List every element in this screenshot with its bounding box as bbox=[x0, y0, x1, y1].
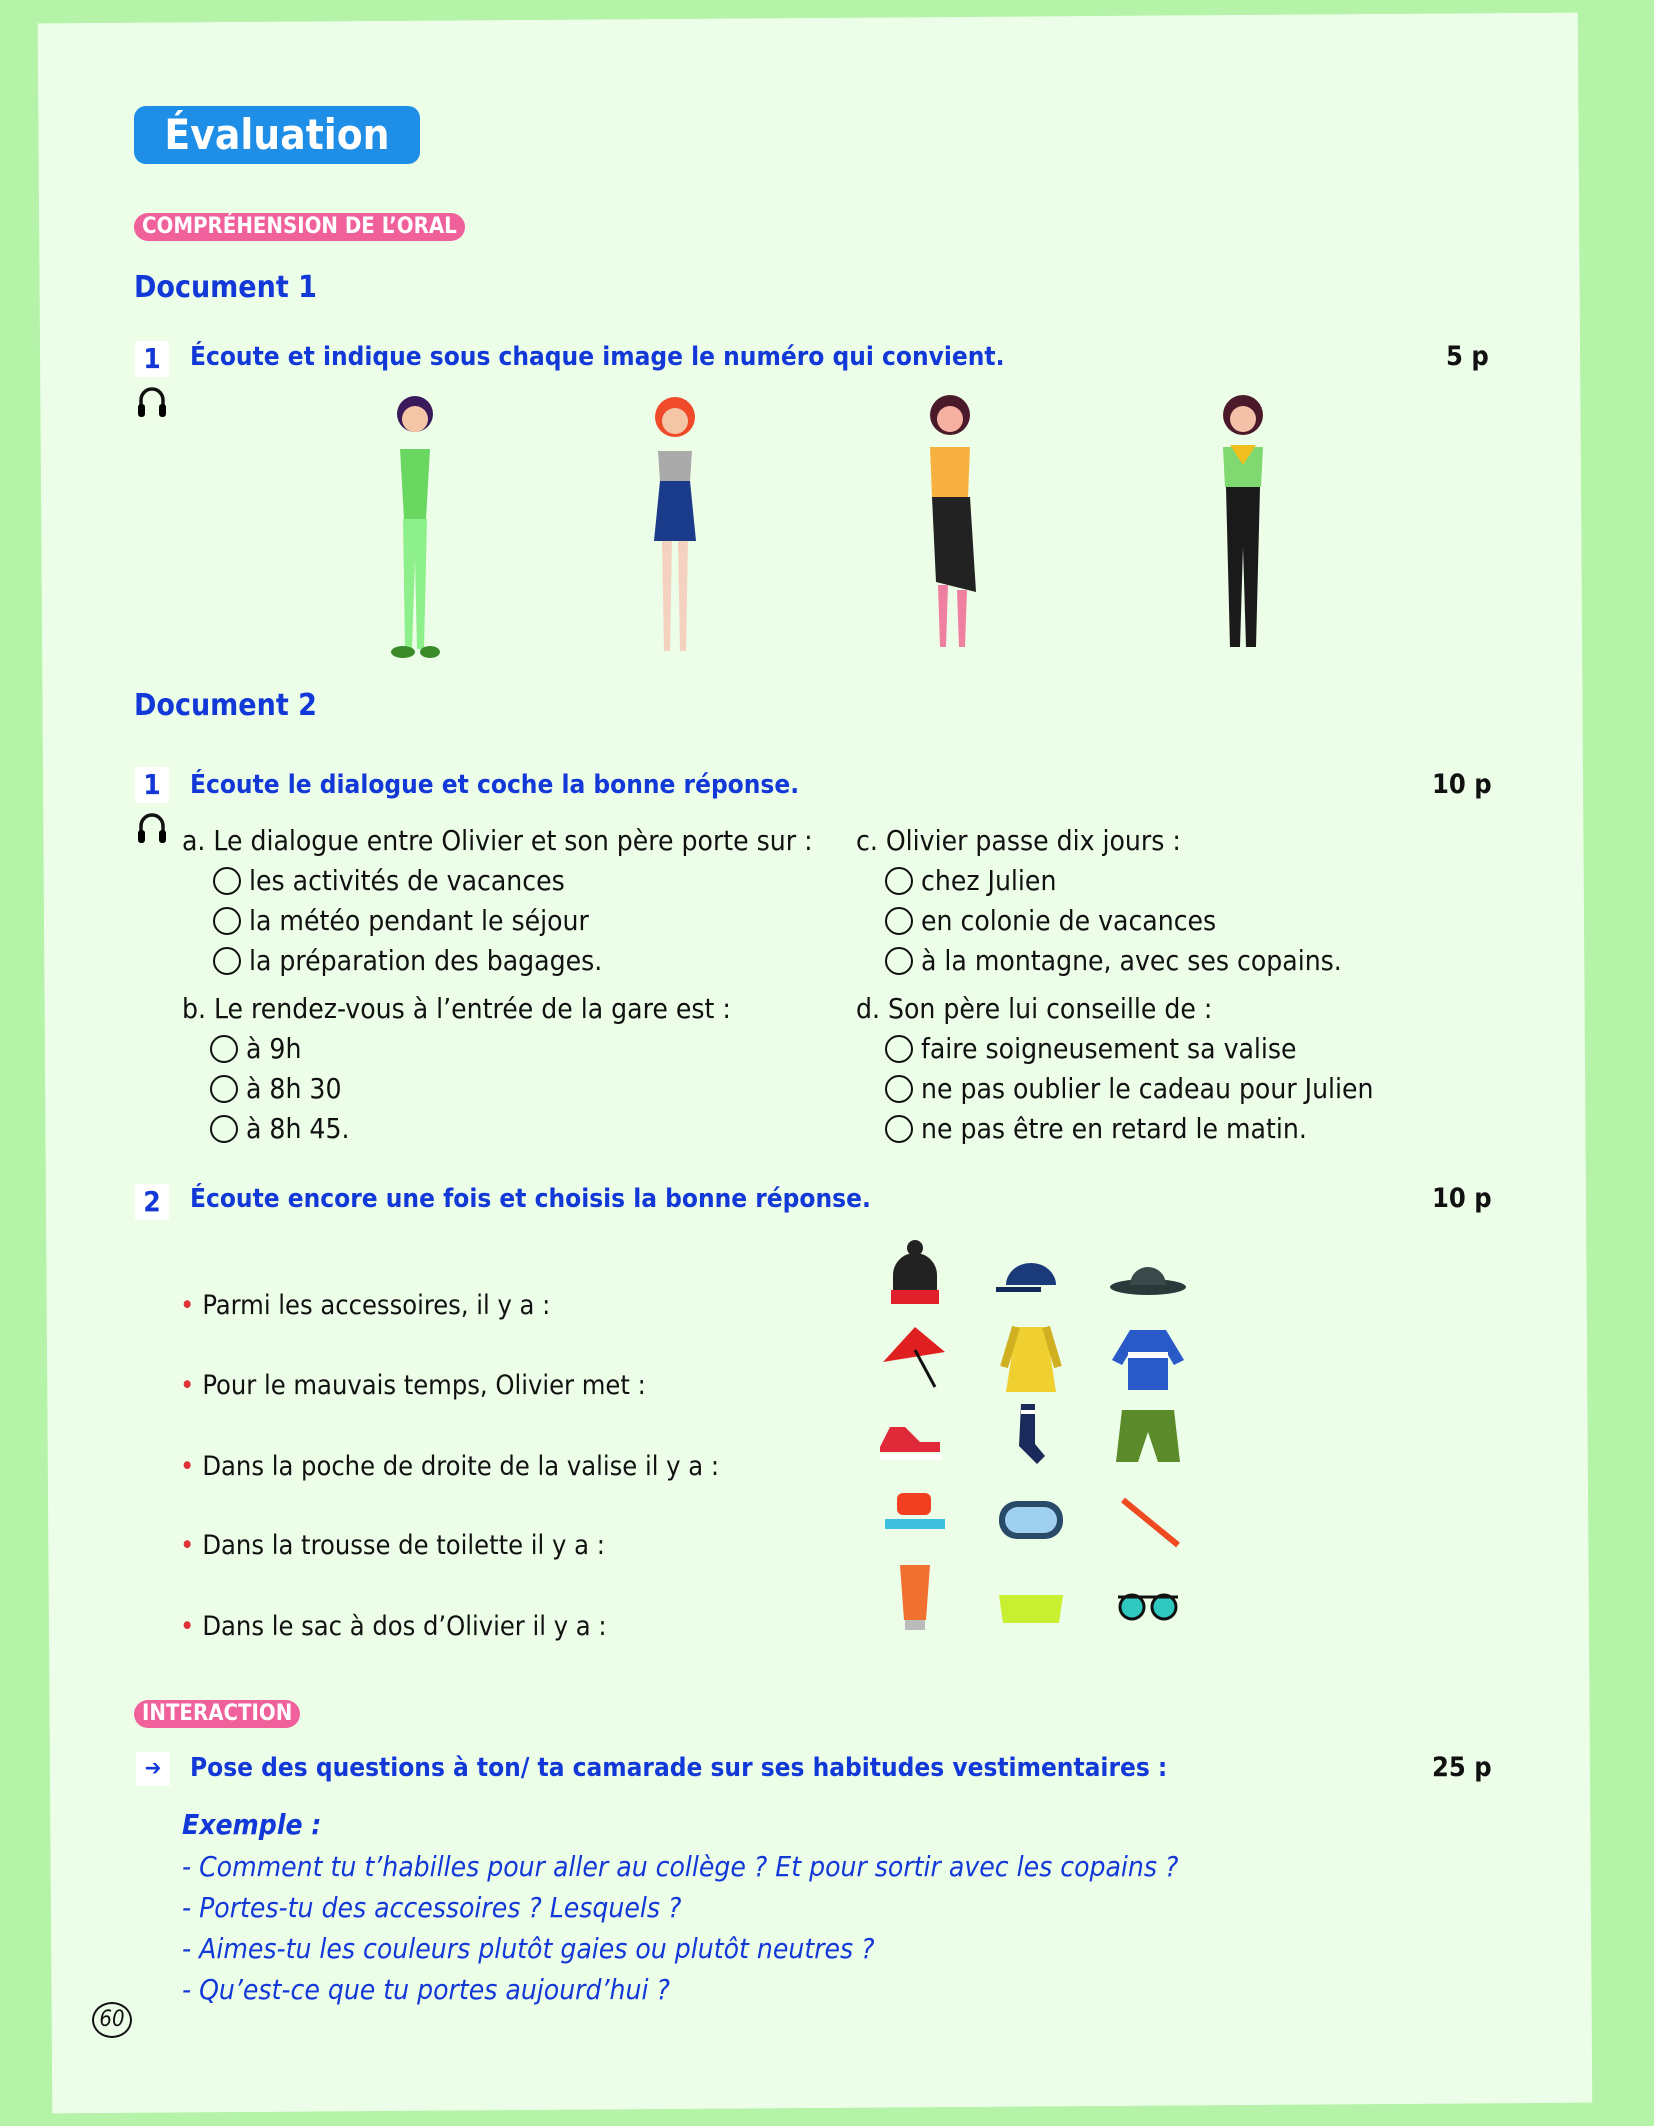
bullet-item: • Parmi les accessoires, il y a : bbox=[180, 1290, 551, 1321]
points: 25 p bbox=[1432, 1752, 1492, 1783]
cap-icon[interactable] bbox=[991, 1245, 1071, 1315]
option-radio[interactable] bbox=[885, 1112, 1307, 1145]
sweater-icon[interactable] bbox=[1108, 1322, 1188, 1392]
woman-figure-black-skirt bbox=[905, 385, 995, 671]
option-label: chez Julien bbox=[921, 864, 1057, 897]
radio-circle[interactable] bbox=[210, 1115, 238, 1143]
question-text: Écoute le dialogue et coche la bonne réponse. bbox=[190, 770, 800, 800]
option-radio[interactable] bbox=[885, 1072, 1374, 1105]
shorts-icon[interactable] bbox=[1108, 1402, 1188, 1472]
pouch-icon[interactable] bbox=[991, 1575, 1071, 1645]
option-label: à 8h 30 bbox=[246, 1072, 342, 1105]
radio-circle[interactable] bbox=[213, 947, 241, 975]
option-label: à 8h 45. bbox=[246, 1112, 350, 1145]
toothbrush-icon[interactable] bbox=[1108, 1485, 1188, 1555]
interaction-task: Pose des questions à ton/ ta camarade sur ses habitudes vestimentaires : bbox=[190, 1753, 1168, 1783]
radio-circle[interactable] bbox=[213, 867, 241, 895]
woman-figure-green-top bbox=[1198, 385, 1288, 671]
radio-circle[interactable] bbox=[885, 1035, 913, 1063]
option-label: ne pas être en retard le matin. bbox=[921, 1112, 1307, 1145]
question-text: Écoute encore une fois et choisis la bonne réponse. bbox=[190, 1184, 871, 1214]
radio-circle[interactable] bbox=[210, 1075, 238, 1103]
example-question: - Portes-tu des accessoires ? Lesquels ? bbox=[182, 1891, 682, 1924]
beanie-hat-icon[interactable] bbox=[875, 1240, 955, 1310]
bullet-item: • Dans la poche de droite de la valise il y a : bbox=[180, 1451, 720, 1482]
option-label: la météo pendant le séjour bbox=[249, 904, 589, 937]
points: 10 p bbox=[1432, 1183, 1492, 1214]
radio-circle[interactable] bbox=[885, 867, 913, 895]
question-number: 1 bbox=[135, 767, 169, 803]
sunscreen-tube-icon[interactable] bbox=[875, 1563, 955, 1633]
points: 5 p bbox=[1446, 341, 1489, 372]
example-question: - Aimes-tu les couleurs plutôt gaies ou plutôt neutres ? bbox=[182, 1932, 875, 1965]
radio-circle[interactable] bbox=[885, 1115, 913, 1143]
option-label: à 9h bbox=[246, 1032, 302, 1065]
toiletry-bottle-icon[interactable] bbox=[875, 1485, 955, 1555]
example-heading: Exemple : bbox=[182, 1808, 322, 1841]
option-radio[interactable] bbox=[213, 944, 602, 977]
sunglasses-icon[interactable] bbox=[1108, 1585, 1188, 1655]
option-radio[interactable] bbox=[885, 1032, 1297, 1065]
bullet-item: • Dans la trousse de toilette il y a : bbox=[180, 1530, 605, 1561]
radio-circle[interactable] bbox=[885, 907, 913, 935]
radio-circle[interactable] bbox=[885, 947, 913, 975]
question-a: a. Le dialogue entre Olivier et son père porte sur : bbox=[182, 824, 813, 857]
girl-figure-denim-skirt bbox=[630, 389, 720, 671]
socks-icon[interactable] bbox=[991, 1402, 1071, 1472]
option-label: ne pas oublier le cadeau pour Julien bbox=[921, 1072, 1374, 1105]
raincoat-icon[interactable] bbox=[991, 1322, 1071, 1392]
question-number: 2 bbox=[135, 1184, 169, 1220]
question-b: b. Le rendez-vous à l’entrée de la gare est : bbox=[182, 992, 731, 1025]
umbrella-icon[interactable] bbox=[875, 1322, 955, 1392]
question-d: d. Son père lui conseille de : bbox=[856, 992, 1213, 1025]
option-radio[interactable] bbox=[885, 944, 1342, 977]
question-number: 1 bbox=[135, 341, 169, 377]
example-question: - Qu’est-ce que tu portes aujourd’hui ? bbox=[182, 1973, 670, 2006]
page-title: Évaluation bbox=[134, 106, 420, 164]
option-radio[interactable] bbox=[210, 1112, 349, 1145]
points: 10 p bbox=[1432, 769, 1492, 800]
radio-circle[interactable] bbox=[885, 1075, 913, 1103]
headphones-icon bbox=[136, 810, 168, 844]
option-label: la préparation des bagages. bbox=[249, 944, 603, 977]
option-radio[interactable] bbox=[210, 1032, 301, 1065]
option-label: faire soigneusement sa valise bbox=[921, 1032, 1297, 1065]
option-radio[interactable] bbox=[213, 864, 565, 897]
section-label-oral: COMPRÉHENSION DE L’ORAL bbox=[134, 213, 465, 241]
headphones-icon bbox=[136, 384, 168, 418]
question-text: Écoute et indique sous chaque image le numéro qui convient. bbox=[190, 342, 1005, 372]
option-label: en colonie de vacances bbox=[921, 904, 1217, 937]
page-number: 60 bbox=[92, 2002, 132, 2038]
bullet-item: • Pour le mauvais temps, Olivier met : bbox=[180, 1370, 646, 1401]
option-label: à la montagne, avec ses copains. bbox=[921, 944, 1342, 977]
option-radio[interactable] bbox=[213, 904, 589, 937]
arrow-icon: ➔ bbox=[136, 1752, 170, 1786]
option-radio[interactable] bbox=[885, 864, 1056, 897]
option-label: les activités de vacances bbox=[249, 864, 565, 897]
document-1-heading: Document 1 bbox=[134, 270, 317, 305]
mirror-icon[interactable] bbox=[991, 1485, 1071, 1555]
sneakers-icon[interactable] bbox=[875, 1402, 955, 1472]
girl-figure-green-outfit bbox=[370, 389, 460, 671]
bullet-item: • Dans le sac à dos d’Olivier il y a : bbox=[180, 1611, 607, 1642]
section-label-interaction: INTERACTION bbox=[134, 1700, 300, 1728]
option-radio[interactable] bbox=[885, 904, 1216, 937]
option-radio[interactable] bbox=[210, 1072, 341, 1105]
radio-circle[interactable] bbox=[213, 907, 241, 935]
sun-hat-icon[interactable] bbox=[1108, 1245, 1188, 1315]
example-question: - Comment tu t’habilles pour aller au collège ? Et pour sortir avec les copains ? bbox=[182, 1850, 1179, 1883]
radio-circle[interactable] bbox=[210, 1035, 238, 1063]
document-2-heading: Document 2 bbox=[134, 688, 317, 723]
question-c: c. Olivier passe dix jours : bbox=[856, 824, 1181, 857]
